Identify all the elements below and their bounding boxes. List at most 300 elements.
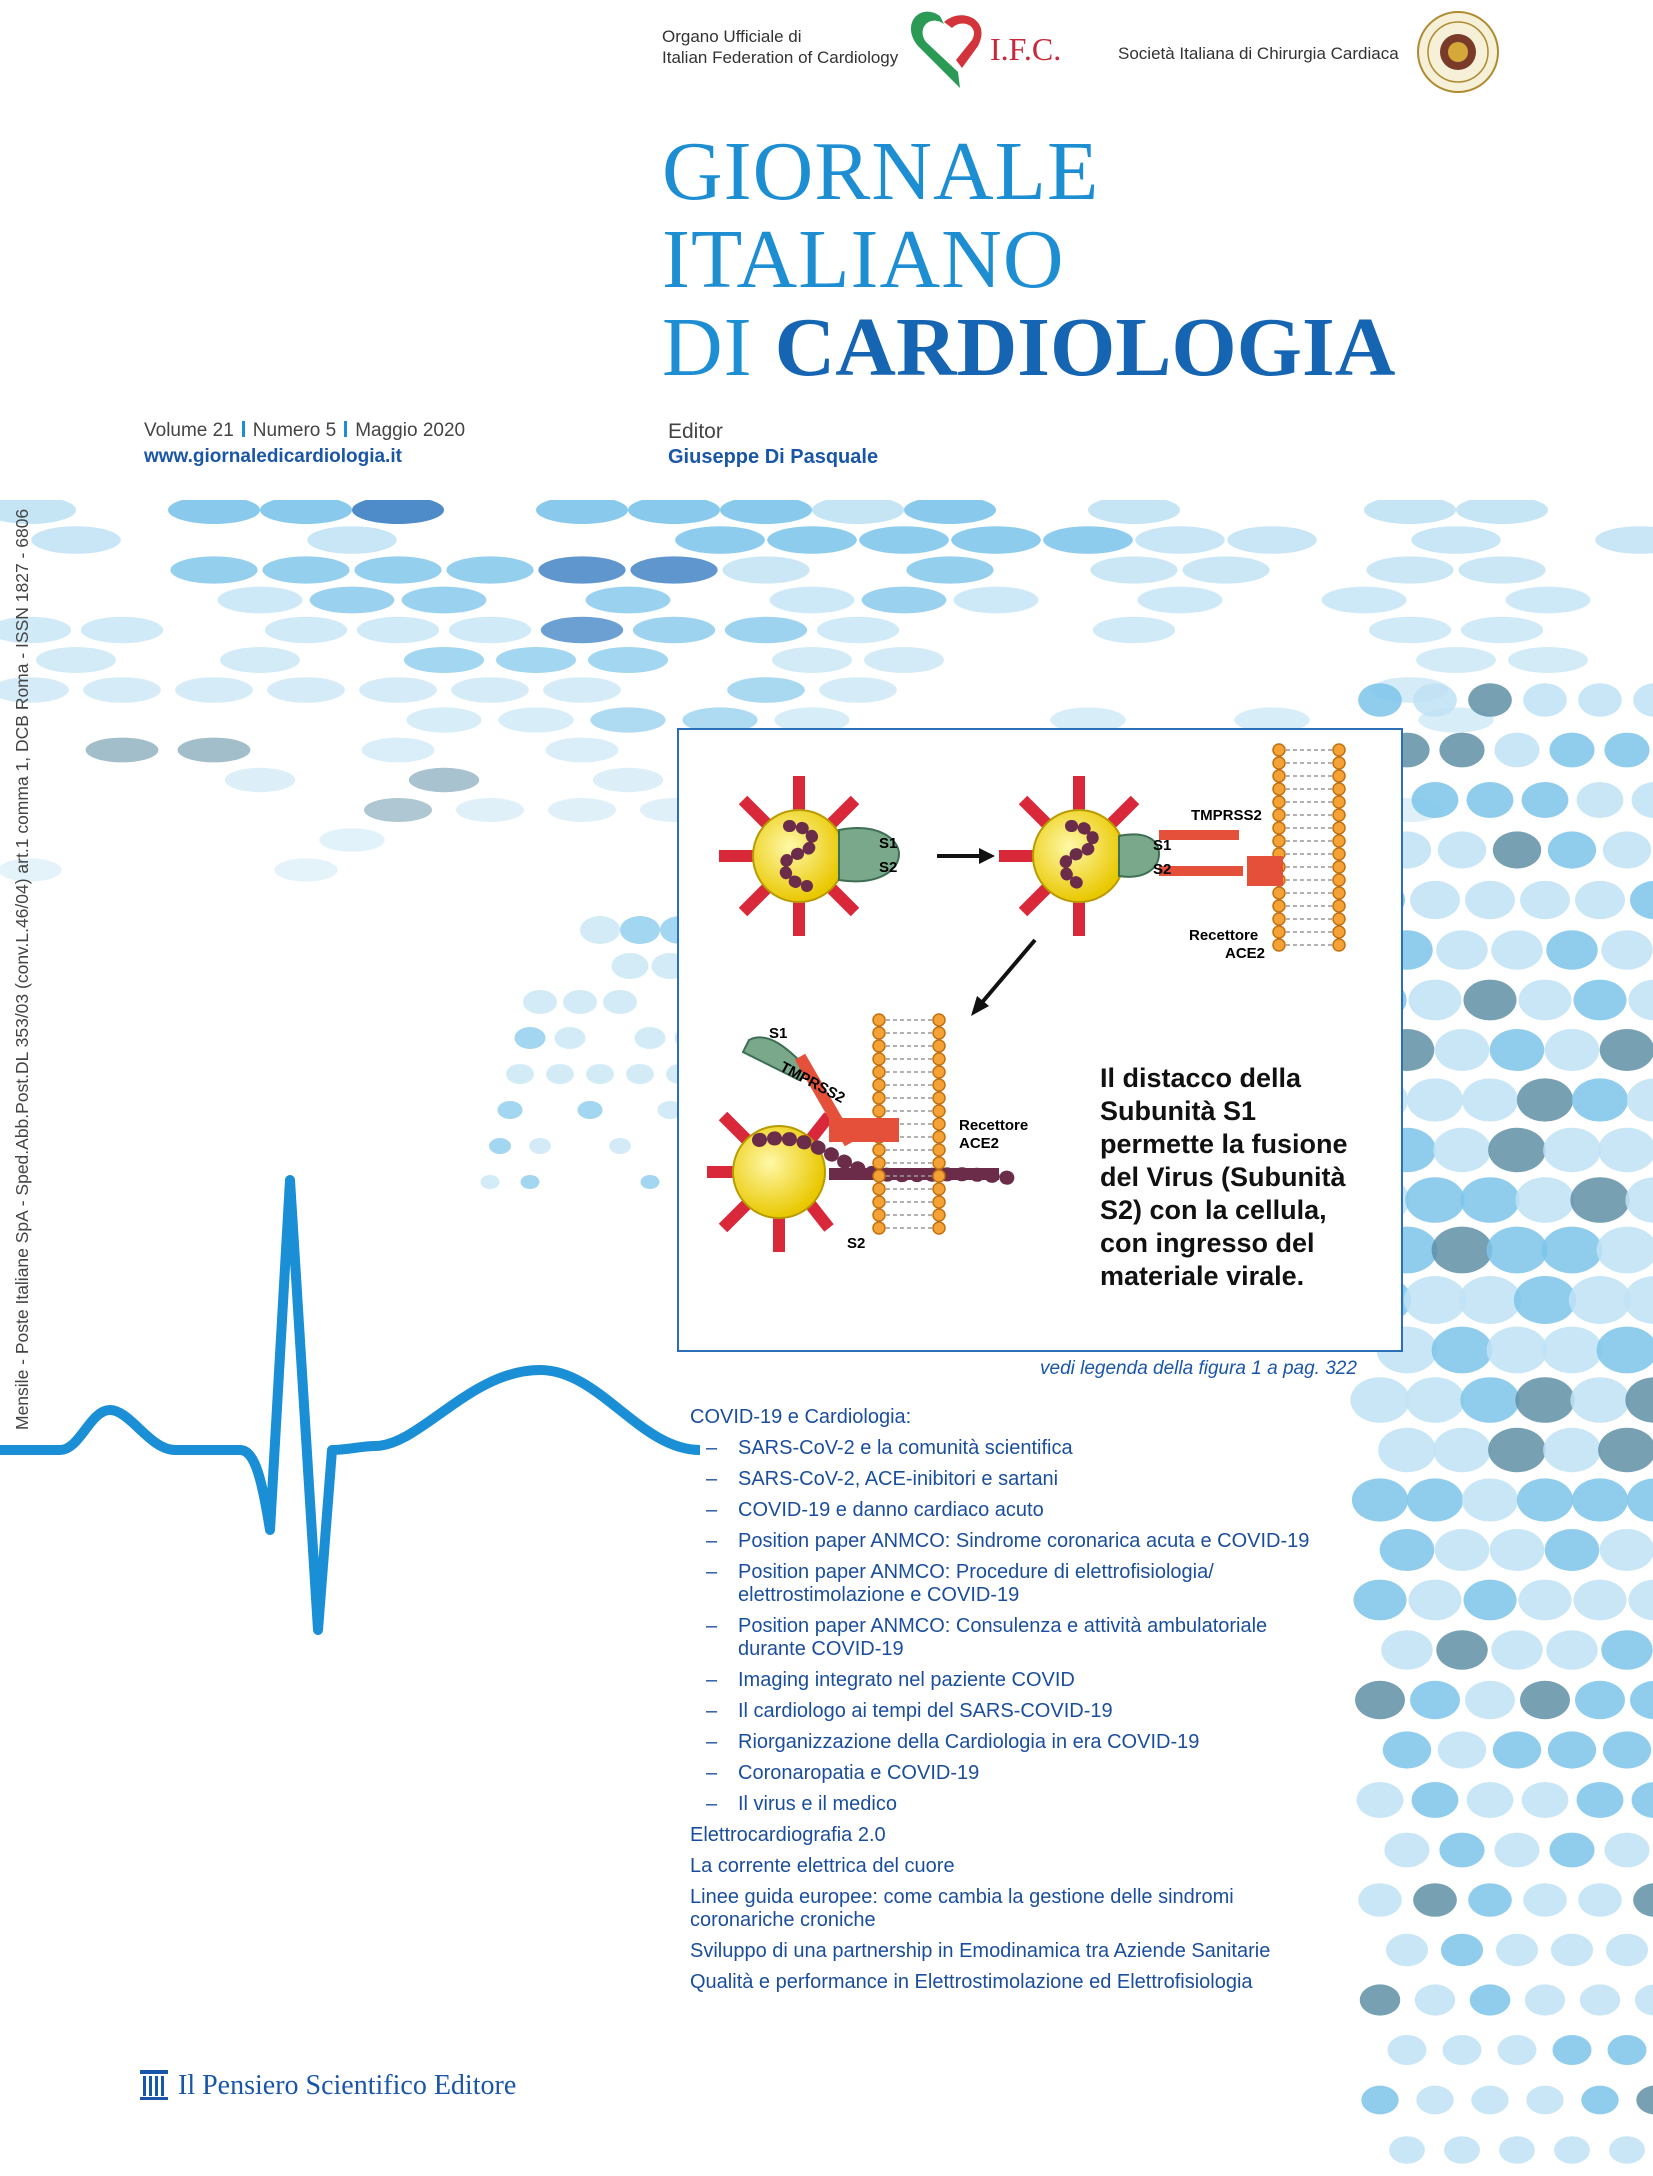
halftone-dot xyxy=(588,647,668,673)
issue-volume: Volume 21 xyxy=(144,420,234,441)
halftone-dot xyxy=(1499,2136,1535,2164)
halftone-dot xyxy=(1458,556,1545,583)
halftone-dot xyxy=(536,500,628,524)
halftone-dot xyxy=(496,647,576,673)
halftone-dot xyxy=(1494,1833,1539,1868)
halftone-dot xyxy=(1526,2086,1563,2115)
halftone-dot xyxy=(1545,1029,1600,1071)
halftone-dot xyxy=(1470,1984,1511,2015)
separator xyxy=(344,421,347,437)
halftone-dot xyxy=(1548,1731,1596,1768)
halftone-dot xyxy=(274,858,337,881)
halftone-dot xyxy=(1465,1681,1515,1719)
title-line3-bold: CARDIOLOGIA xyxy=(774,301,1396,394)
halftone-dot xyxy=(1487,1227,1548,1274)
halftone-dot xyxy=(307,526,397,554)
halftone-dot xyxy=(81,617,163,643)
lipid-head xyxy=(873,1144,885,1156)
halftone-dot xyxy=(31,526,121,554)
figure-description xyxy=(1100,1062,1348,1293)
halftone-dot xyxy=(359,677,437,703)
halftone-dot xyxy=(1405,1177,1464,1223)
lipid-head xyxy=(1333,848,1345,860)
halftone-dot xyxy=(628,500,720,524)
halftone-dot xyxy=(1436,930,1487,970)
official-organ-line1: Organo Ufficiale di xyxy=(662,27,802,46)
lipid-head xyxy=(1333,744,1345,756)
halftone-dot xyxy=(1627,1478,1653,1521)
toc-section[interactable] xyxy=(690,1971,1410,1994)
halftone-dot xyxy=(218,587,303,614)
issue-date: Maggio 2020 xyxy=(355,420,466,441)
lipid-head xyxy=(933,1222,945,1234)
lipid-head xyxy=(1333,783,1345,795)
halftone-dot xyxy=(1463,1580,1516,1621)
halftone-dot xyxy=(1604,733,1649,768)
title-line1: GIORNALE xyxy=(662,125,1100,218)
lipid-head xyxy=(933,1144,945,1156)
halftone-dot xyxy=(1388,2035,1427,2065)
lipid-head xyxy=(873,1170,885,1182)
halftone-dot xyxy=(1456,500,1548,524)
halftone-dot xyxy=(563,990,597,1014)
halftone-dot xyxy=(1491,930,1542,970)
halftone-dot xyxy=(1407,1078,1463,1121)
halftone-dot xyxy=(1578,1883,1622,1917)
halftone-dot xyxy=(1407,1478,1463,1521)
label-s2-b: S2 xyxy=(1153,861,1172,878)
halftone-dot xyxy=(1573,980,1626,1021)
halftone-dot xyxy=(630,556,717,583)
halftone-dot xyxy=(1573,1580,1626,1621)
halftone-dot xyxy=(406,707,481,732)
halftone-dot xyxy=(354,556,441,583)
halftone-dot xyxy=(1468,1883,1512,1917)
lipid-head xyxy=(1273,744,1285,756)
figure-text-line: Il distacco della xyxy=(1100,1063,1302,1093)
halftone-dot xyxy=(1624,1276,1653,1324)
lipid-head xyxy=(1273,939,1285,951)
halftone-dot xyxy=(1609,2136,1645,2164)
halftone-dot xyxy=(262,556,349,583)
halftone-dot xyxy=(603,990,637,1014)
halftone-dot xyxy=(1413,1883,1457,1917)
toc-section-line: coronariche croniche xyxy=(690,1909,876,1931)
halftone-dot xyxy=(1090,556,1177,583)
halftone-dot xyxy=(1439,733,1484,768)
halftone-dot xyxy=(1551,1934,1593,1966)
label-receptor-a-line2: ACE2 xyxy=(1225,945,1266,962)
lipid-head xyxy=(933,1040,945,1052)
halftone-dot xyxy=(1435,1029,1490,1071)
halftone-dot xyxy=(770,587,855,614)
toc-dash: – xyxy=(706,1468,718,1490)
lipid-head xyxy=(933,1079,945,1091)
halftone-dot xyxy=(1630,881,1653,919)
halftone-dot xyxy=(906,556,993,583)
toc-item[interactable] xyxy=(690,1615,1410,1661)
halftone-dot xyxy=(1471,2086,1508,2115)
halftone-dot xyxy=(543,677,621,703)
toc-item[interactable] xyxy=(690,1700,1410,1723)
halftone-dot xyxy=(498,707,573,732)
halftone-dot xyxy=(1444,2136,1480,2164)
toc-dash: – xyxy=(706,1762,718,1784)
halftone-dot xyxy=(590,707,665,732)
editor-name: Giuseppe Di Pasquale xyxy=(668,446,879,468)
halftone-dot xyxy=(83,677,161,703)
label-s2-a: S2 xyxy=(879,859,898,876)
figure-text-line: con ingresso del xyxy=(1100,1228,1315,1258)
title-line3-prefix: DI xyxy=(662,301,775,394)
toc-dash: – xyxy=(706,1561,718,1583)
halftone-dot xyxy=(1490,1529,1545,1571)
halftone-dot xyxy=(1523,683,1567,717)
halftone-dot xyxy=(1569,1276,1631,1324)
figure-text-line: Subunità S1 xyxy=(1100,1096,1257,1126)
lipid-head xyxy=(1273,887,1285,899)
halftone-dot xyxy=(1461,617,1543,643)
halftone-dot xyxy=(1227,526,1317,554)
halftone-dot xyxy=(1369,617,1451,643)
halftone-dot xyxy=(1515,1177,1574,1223)
halftone-dot xyxy=(620,916,660,944)
halftone-dot xyxy=(593,768,663,792)
ifc-logo-text: I.F.C. xyxy=(990,31,1062,67)
halftone-dot xyxy=(1433,1428,1491,1472)
halftone-dot xyxy=(1542,1327,1603,1374)
lipid-head xyxy=(1273,783,1285,795)
halftone-dot xyxy=(1138,587,1223,614)
toc-section[interactable] xyxy=(690,1855,1410,1878)
halftone-dot xyxy=(1358,683,1402,717)
ifc-logo xyxy=(900,2,1070,92)
halftone-dot xyxy=(1093,617,1175,643)
halftone-dot xyxy=(1415,1984,1456,2015)
halftone-dot xyxy=(1577,782,1624,818)
halftone-dot xyxy=(1632,1782,1653,1818)
lipid-head xyxy=(1273,796,1285,808)
toc-item-line: Coronaropatia e COVID-19 xyxy=(738,1762,980,1784)
halftone-dot xyxy=(1493,831,1541,868)
halftone-dot xyxy=(612,953,649,979)
halftone-dot xyxy=(904,500,996,524)
toc-section[interactable] xyxy=(690,1886,1410,1932)
lipid-head xyxy=(1273,926,1285,938)
label-receptor-a-line1: Recettore xyxy=(1189,927,1259,944)
halftone-dot xyxy=(498,1101,523,1119)
halftone-dot xyxy=(1182,556,1269,583)
label-receptor-b-line2: ACE2 xyxy=(959,1135,1000,1152)
halftone-dot xyxy=(541,617,623,643)
halftone-dot xyxy=(586,587,671,614)
toc-section-line: Qualità e performance in Elettrostimolazione ed Elettrofisiologia xyxy=(690,1971,1253,1993)
halftone-dot xyxy=(1412,782,1459,818)
halftone-dot xyxy=(1522,1782,1569,1818)
halftone-dot xyxy=(404,647,484,673)
halftone-dot xyxy=(1494,733,1539,768)
halftone-dot xyxy=(1412,1782,1459,1818)
halftone-dot xyxy=(1523,1883,1567,1917)
halftone-dot xyxy=(1604,1833,1649,1868)
halftone-dot xyxy=(1088,500,1180,524)
halftone-dot xyxy=(812,500,904,524)
halftone-dot xyxy=(1627,1078,1653,1121)
halftone-dot xyxy=(859,526,949,554)
lipid-head xyxy=(873,1053,885,1065)
halftone-dot xyxy=(357,617,439,643)
lipid-head xyxy=(1273,809,1285,821)
lipid-head xyxy=(1333,900,1345,912)
separator xyxy=(242,421,245,437)
halftone-dot xyxy=(1506,587,1591,614)
website-link[interactable]: www.giornaledicardiologia.it xyxy=(144,446,402,467)
halftone-dot xyxy=(0,677,69,703)
toc-item[interactable] xyxy=(690,1793,1410,1816)
official-organ-line2: Italian Federation of Cardiology xyxy=(662,48,899,67)
halftone-dot xyxy=(1520,1681,1570,1719)
halftone-dot xyxy=(1635,1984,1653,2015)
toc-dash: – xyxy=(706,1437,718,1459)
halftone-dot xyxy=(1460,1177,1519,1223)
halftone-dot xyxy=(546,738,619,763)
toc-section-title[interactable]: COVID-19 e Cardiologia: xyxy=(690,1406,912,1428)
halftone-dot xyxy=(1508,647,1588,673)
halftone-dot xyxy=(1411,526,1501,554)
halftone-dot xyxy=(1413,683,1457,717)
halftone-dot xyxy=(1543,1128,1601,1172)
halftone-dot xyxy=(1570,1177,1629,1223)
lipid-head xyxy=(873,1209,885,1221)
halftone-dot xyxy=(1517,1478,1573,1521)
lipid-head xyxy=(933,1209,945,1221)
lipid-head xyxy=(873,1014,885,1026)
halftone-dot xyxy=(170,556,257,583)
halftone-dot xyxy=(1518,980,1571,1021)
halftone-dot xyxy=(446,556,533,583)
lipid-head xyxy=(933,1105,945,1117)
lipid-head xyxy=(873,1092,885,1104)
toc-item-line: Il virus e il medico xyxy=(738,1793,897,1815)
publisher-name: Il Pensiero Scientifico Editore xyxy=(178,2070,517,2101)
halftone-dot xyxy=(1549,1833,1594,1868)
cell-membrane-1 xyxy=(1273,744,1345,951)
halftone-dot xyxy=(580,916,620,944)
lipid-head xyxy=(933,1053,945,1065)
toc-item-line: elettrostimolazione e COVID-19 xyxy=(738,1584,1020,1606)
arrow-diagonal xyxy=(979,940,1035,1006)
label-s1-b: S1 xyxy=(1153,837,1172,854)
lipid-head xyxy=(1273,757,1285,769)
toc-item-line: durante COVID-19 xyxy=(738,1638,904,1660)
lipid-head xyxy=(1273,835,1285,847)
halftone-dot xyxy=(1546,930,1597,970)
halftone-dot xyxy=(1366,556,1453,583)
halftone-dot xyxy=(1598,1428,1653,1472)
halftone-dot xyxy=(1546,1630,1597,1670)
halftone-dot xyxy=(1432,1327,1493,1374)
halftone-dot xyxy=(1408,980,1461,1021)
halftone-dot xyxy=(586,1064,614,1084)
halftone-dot xyxy=(515,1027,546,1049)
ace2-receptor-2 xyxy=(829,1118,899,1142)
halftone-dot xyxy=(1542,1227,1603,1274)
halftone-dot xyxy=(1135,526,1225,554)
toc-item[interactable] xyxy=(690,1762,1410,1785)
halftone-dot xyxy=(1630,1681,1653,1719)
halftone-dot xyxy=(506,1064,534,1084)
halftone-dot xyxy=(1493,1731,1541,1768)
halftone-dot xyxy=(635,1027,666,1049)
lipid-head xyxy=(933,1183,945,1195)
halftone-dot xyxy=(1460,1377,1519,1423)
halftone-dot xyxy=(1545,1529,1600,1571)
lipid-head xyxy=(873,1066,885,1078)
halftone-dot xyxy=(1553,2035,1592,2065)
toc-section-line: Sviluppo di una partnership in Emodinamica tra Aziende Sanitarie xyxy=(690,1940,1271,1962)
figure-text-line: S2) con la cellula, xyxy=(1100,1195,1327,1225)
toc-item[interactable] xyxy=(690,1669,1410,1692)
halftone-dot xyxy=(1577,1782,1624,1818)
lipid-head xyxy=(1333,887,1345,899)
halftone-dot xyxy=(1514,1276,1576,1324)
halftone-dot xyxy=(352,500,444,524)
toc-item[interactable] xyxy=(690,1499,1410,1522)
toc-dash: – xyxy=(706,1615,718,1637)
label-s1-a: S1 xyxy=(879,835,898,852)
halftone-dot xyxy=(1522,782,1569,818)
toc-section[interactable] xyxy=(690,1940,1410,1963)
lipid-head xyxy=(933,1027,945,1039)
halftone-dot xyxy=(1361,2086,1398,2115)
toc-item-line: Position paper ANMCO: Sindrome coronarica acuta e COVID-19 xyxy=(738,1530,1310,1552)
halftone-dot xyxy=(319,828,385,852)
halftone-dot xyxy=(220,647,300,673)
label-s2-c: S2 xyxy=(847,1235,866,1252)
toc-item-line: SARS-CoV-2 e la comunità scientifica xyxy=(738,1437,1073,1459)
toc-section[interactable] xyxy=(690,1824,1410,1847)
halftone-dot xyxy=(772,647,852,673)
halftone-dot xyxy=(402,587,487,614)
toc-item-line: COVID-19 e danno cardiaco acuto xyxy=(738,1499,1044,1521)
label-receptor-b-line1: Recettore xyxy=(959,1117,1029,1134)
society-name: Società Italiana di Chirurgia Cardiaca xyxy=(1118,44,1399,63)
halftone-dot xyxy=(1517,1078,1573,1121)
halftone-dot xyxy=(1488,1128,1546,1172)
halftone-dot xyxy=(451,677,529,703)
halftone-dot xyxy=(1438,831,1486,868)
lipid-head xyxy=(1333,757,1345,769)
halftone-dot xyxy=(1467,782,1514,818)
figure-text-line: materiale virale. xyxy=(1100,1261,1305,1291)
halftone-dot xyxy=(1389,2136,1425,2164)
halftone-dot xyxy=(267,677,345,703)
lipid-head xyxy=(933,1131,945,1143)
halftone-dot xyxy=(1575,881,1625,919)
halftone-dot xyxy=(546,1064,574,1084)
halftone-dot xyxy=(1518,1580,1571,1621)
halftone-dot xyxy=(1463,980,1516,1021)
lipid-head xyxy=(1333,809,1345,821)
halftone-dot xyxy=(310,587,395,614)
toc-item-line: Position paper ANMCO: Procedure di elettrofisiologia/ xyxy=(738,1561,1214,1583)
halftone-dot xyxy=(1405,1377,1464,1423)
toc-section-line: Linee guida europee: come cambia la gestione delle sindromi xyxy=(690,1886,1234,1908)
halftone-dot xyxy=(1438,1731,1486,1768)
toc-item-line: Il cardiologo ai tempi del SARS-COVID-19 xyxy=(738,1700,1113,1722)
halftone-dot xyxy=(1570,1377,1629,1423)
lipid-head xyxy=(933,1157,945,1169)
toc-item[interactable] xyxy=(690,1530,1410,1553)
figure-caption: vedi legenda della figura 1 a pag. 322 xyxy=(1040,1358,1357,1379)
halftone-dot xyxy=(1597,1327,1653,1374)
halftone-dot xyxy=(1572,1478,1628,1521)
halftone-dot xyxy=(951,526,1041,554)
lipid-head xyxy=(873,1079,885,1091)
lipid-head xyxy=(933,1170,945,1182)
halftone-dot xyxy=(364,798,432,822)
toc-item[interactable] xyxy=(690,1731,1410,1754)
halftone-dot xyxy=(1408,1580,1461,1621)
halftone-dot xyxy=(862,587,947,614)
halftone-dot xyxy=(178,738,251,763)
editor-label: Editor xyxy=(668,420,723,443)
label-tmprss2-b: TMPRSS2 xyxy=(777,1058,848,1107)
lipid-head xyxy=(933,1066,945,1078)
toc-item[interactable] xyxy=(690,1561,1410,1607)
lipid-head xyxy=(1333,770,1345,782)
halftone-dot xyxy=(1633,683,1653,717)
toc-item[interactable] xyxy=(690,1437,1410,1460)
halftone-dot xyxy=(1601,1630,1652,1670)
toc-item[interactable] xyxy=(690,1468,1410,1491)
lipid-head xyxy=(1273,913,1285,925)
halftone-dot xyxy=(1410,1681,1460,1719)
lipid-head xyxy=(873,1027,885,1039)
lipid-head xyxy=(873,1105,885,1117)
halftone-dot xyxy=(1498,2035,1537,2065)
toc-item-line: Riorganizzazione della Cardiologia in era COVID-19 xyxy=(738,1731,1200,1753)
halftone-dot xyxy=(265,617,347,643)
halftone-dot xyxy=(1433,1128,1491,1172)
halftone-dot xyxy=(1580,1984,1621,2015)
halftone-dot xyxy=(538,556,625,583)
lipid-head xyxy=(1333,822,1345,834)
halftone-dot xyxy=(523,990,557,1014)
issue-number: Numero 5 xyxy=(252,420,337,441)
halftone-dot xyxy=(1487,1327,1548,1374)
halftone-dot xyxy=(1625,1177,1653,1223)
halftone-dot xyxy=(1636,2086,1653,2115)
halftone-dot xyxy=(175,677,253,703)
halftone-dot xyxy=(225,768,295,792)
halftone-dot xyxy=(260,500,352,524)
lipid-head xyxy=(1333,939,1345,951)
halftone-dot xyxy=(1439,1833,1484,1868)
halftone-dot xyxy=(1462,1478,1518,1521)
arrow-head xyxy=(979,848,995,864)
halftone-dot xyxy=(1496,1934,1538,1966)
lipid-head xyxy=(873,1040,885,1052)
halftone-dot xyxy=(1628,980,1653,1021)
halftone-dot xyxy=(36,647,116,673)
halftone-dot xyxy=(1322,587,1407,614)
lipid-head xyxy=(933,1118,945,1130)
halftone-dot xyxy=(1467,1782,1514,1818)
halftone-dot xyxy=(86,738,159,763)
toc-dash: – xyxy=(706,1669,718,1691)
halftone-dot xyxy=(954,587,1039,614)
